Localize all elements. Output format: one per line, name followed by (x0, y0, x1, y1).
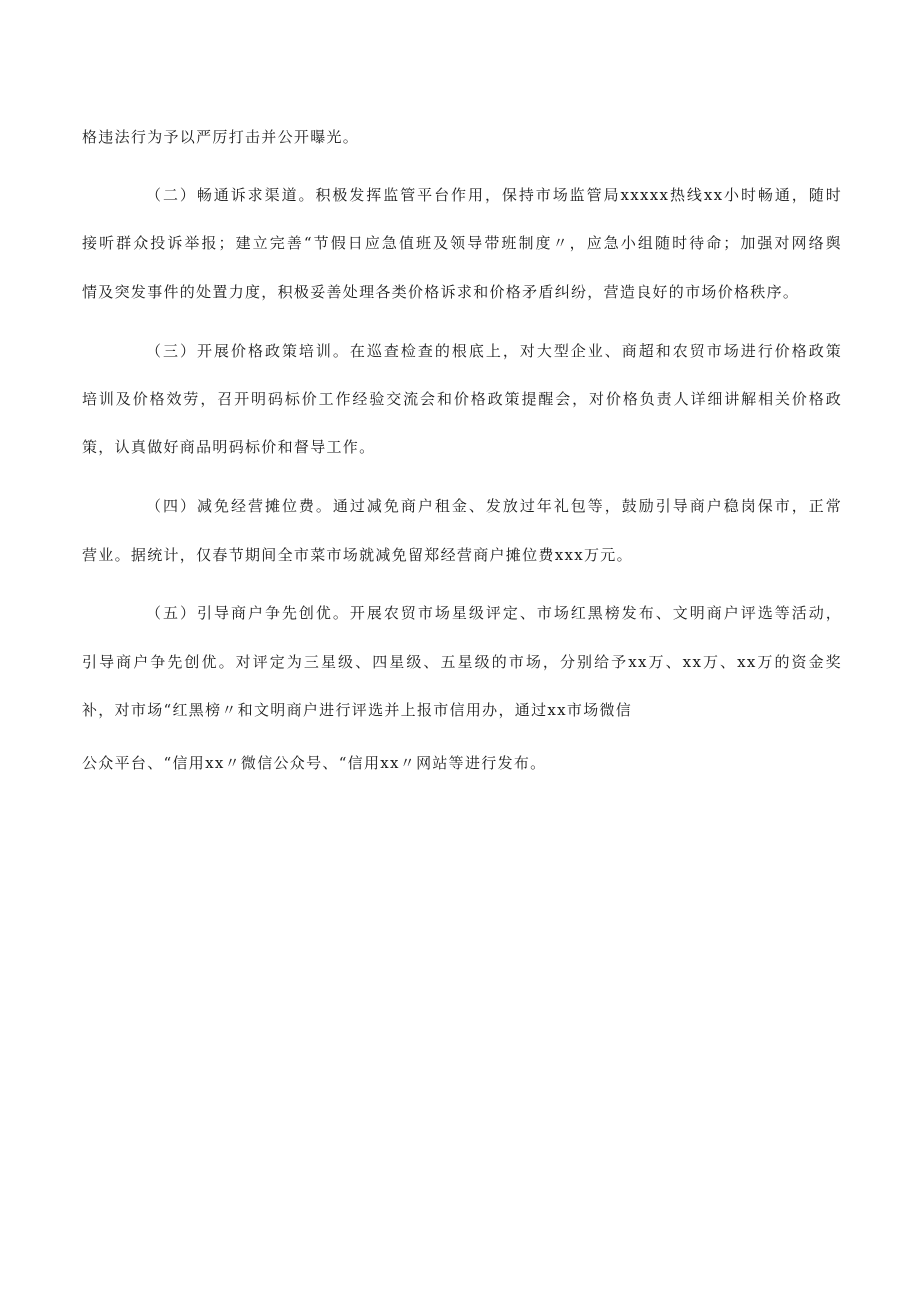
paragraph-2-line-1: （二）畅通诉求渠道。积极发挥监管平台作用，保持市场监管局xxxxx热线xx小时畅通，随时 (146, 186, 842, 204)
paragraph-3-line-3: 策，认真做好商品明码标价和督导工作。 (82, 438, 376, 456)
paragraph-3-line-2: 培训及价格效劳，召开明码标价工作经验交流会和价格政策提醒会，对价格负责人详细讲解相关价格政 (82, 390, 842, 408)
paragraph-3-line-1: （三）开展价格政策培训。在巡查检查的根底上，对大型企业、商超和农贸市场进行价格政策 (146, 342, 842, 360)
paragraph-5-line-3: 补，对市场“红黑榜〃和文明商户进行评选并上报市信用办，通过xx市场微信 (82, 701, 633, 719)
paragraph-2-line-3: 情及突发事件的处置力度，积极妥善处理各类价格诉求和价格矛盾纠纷，营造良好的市场价格秩序。 (82, 283, 800, 301)
paragraph-5-line-2: 引导商户争先创优。对评定为三星级、四星级、五星级的市场，分别给予xx万、xx万、xx万的资金奖 (82, 653, 842, 671)
paragraph-1-line-1: 格违法行为予以严厉打击并公开曝光。 (82, 128, 360, 146)
paragraph-2-line-2: 接听群众投诉举报；建立完善“节假日应急值班及领导带班制度〃，应急小组随时待命；加强对网络舆 (82, 234, 842, 252)
paragraph-4-line-1: （四）减免经营摊位费。通过减免商户租金、发放过年礼包等，鼓励引导商户稳岗保市，正常 (146, 497, 842, 515)
paragraph-5-line-4: 公众平台、“信用xx〃微信公众号、“信用xx〃网站等进行发布。 (82, 754, 547, 772)
paragraph-4-line-2: 营业。据统计，仅春节期间全市菜市场就减免留郑经营商户摊位费xxx万元。 (82, 546, 633, 564)
paragraph-5-line-1: （五）引导商户争先创优。开展农贸市场星级评定、市场红黑榜发布、文明商户评选等活动， (146, 604, 842, 622)
